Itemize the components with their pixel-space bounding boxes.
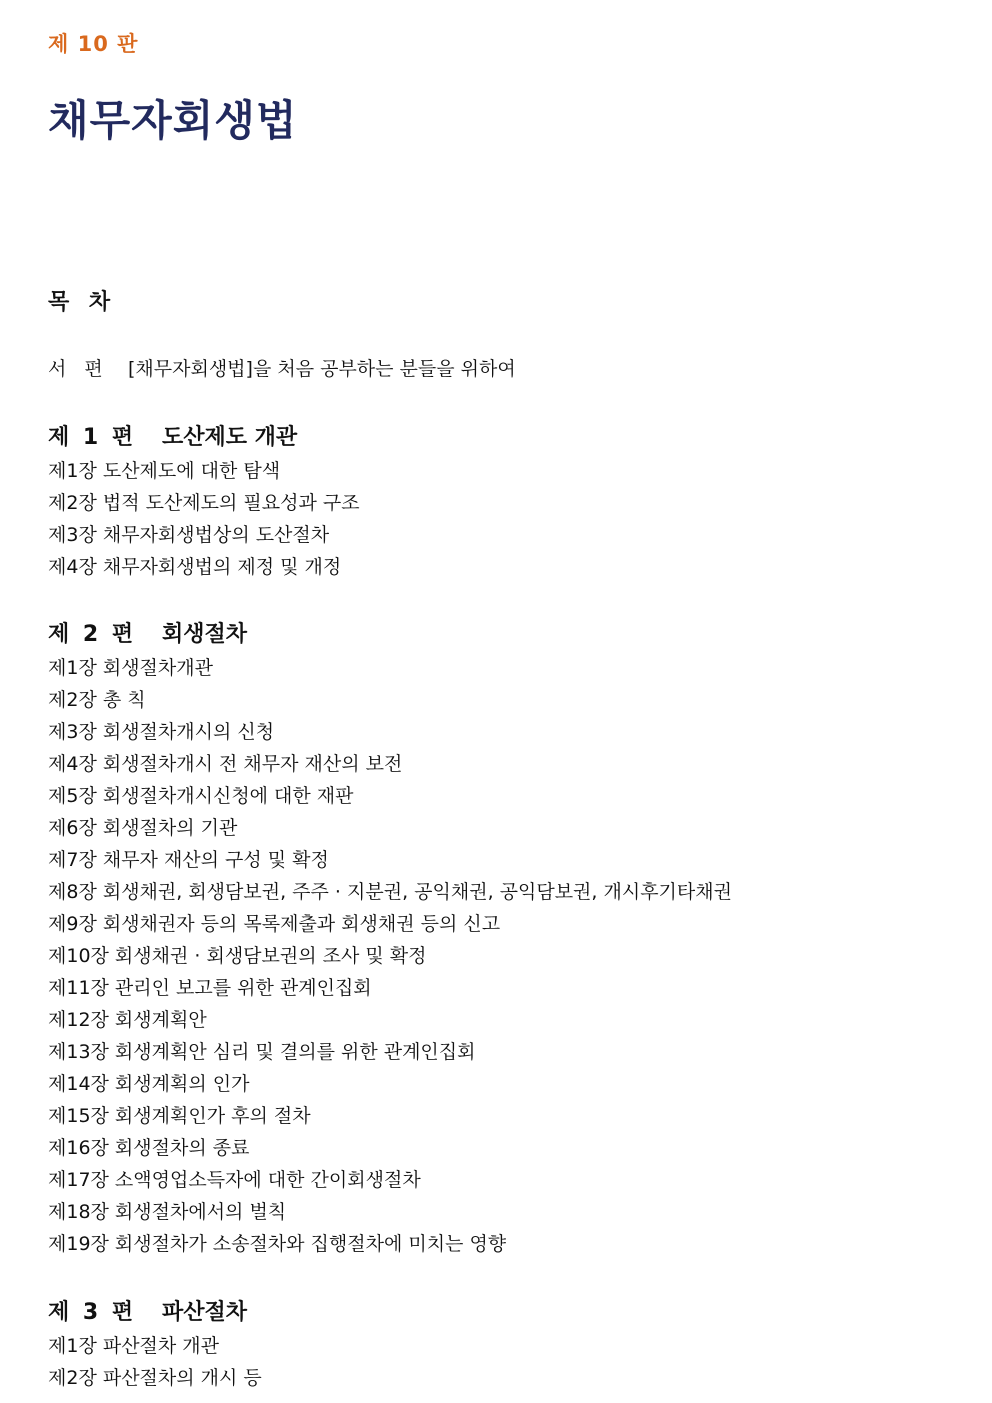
part-number: 제 1 편 — [48, 425, 137, 450]
chapter-list — [48, 652, 732, 1260]
chapter-item: 제17장 소액영업소득자에 대한 간이회생절차 — [48, 1169, 421, 1191]
document-page — [48, 0, 952, 1403]
chapter-item: 제12장 회생계획안 — [48, 1009, 207, 1031]
chapter-item: 제11장 관리인 보고를 위한 관계인집회 — [48, 977, 372, 999]
chapter-item: 제14장 회생계획의 인가 — [48, 1073, 250, 1095]
chapter-item: 제1장 도산제도에 대한 탐색 — [48, 460, 281, 482]
part-number: 제 2 편 — [48, 622, 137, 647]
part-title — [48, 618, 732, 652]
edition-label: 제 10 판 — [48, 32, 139, 56]
part-name: 회생절차 — [162, 622, 248, 647]
toc-part-3 — [48, 1296, 262, 1394]
toc-preface — [48, 354, 516, 381]
chapter-item: 제5장 회생절차개시신청에 대한 재판 — [48, 785, 354, 807]
preface-title: [채무자회생법]을 처음 공부하는 분들을 위하여 — [128, 358, 516, 380]
part-name: 도산제도 개관 — [162, 425, 298, 450]
chapter-item: 제1장 회생절차개관 — [48, 657, 213, 679]
chapter-item: 제6장 회생절차의 기관 — [48, 817, 238, 839]
preface-label: 서 편 — [48, 358, 109, 380]
chapter-item: 제4장 채무자회생법의 제정 및 개정 — [48, 556, 342, 578]
part-name: 파산절차 — [162, 1300, 248, 1325]
chapter-item: 제10장 회생채권 · 회생담보권의 조사 및 확정 — [48, 945, 427, 967]
part-number: 제 3 편 — [48, 1300, 137, 1325]
toc-part-2 — [48, 618, 732, 1260]
chapter-item: 제1장 파산절차 개관 — [48, 1335, 219, 1357]
chapter-item: 제7장 채무자 재산의 구성 및 확정 — [48, 849, 329, 871]
book-title: 채무자회생법 — [48, 96, 298, 145]
chapter-list — [48, 455, 360, 583]
chapter-item: 제8장 회생채권, 회생담보권, 주주 · 지분권, 공익채권, 공익담보권, 개시후기타채권 — [48, 881, 732, 903]
chapter-item: 제3장 회생절차개시의 신청 — [48, 721, 275, 743]
chapter-item: 제15장 회생계획인가 후의 절차 — [48, 1105, 311, 1127]
part-title — [48, 1296, 262, 1330]
chapter-item: 제18장 회생절차에서의 벌칙 — [48, 1201, 287, 1223]
chapter-item: 제3장 채무자회생법상의 도산절차 — [48, 524, 330, 546]
chapter-item: 제9장 회생채권자 등의 목록제출과 회생채권 등의 신고 — [48, 913, 501, 935]
toc-part-1 — [48, 421, 360, 583]
part-title — [48, 421, 360, 455]
chapter-item: 제13장 회생계획안 심리 및 결의를 위한 관계인집회 — [48, 1041, 476, 1063]
chapter-item: 제19장 회생절차가 소송절차와 집행절차에 미치는 영향 — [48, 1233, 507, 1255]
toc-heading: 목 차 — [48, 290, 117, 315]
chapter-item: 제2장 법적 도산제도의 필요성과 구조 — [48, 492, 360, 514]
chapter-item: 제2장 총 칙 — [48, 689, 146, 711]
chapter-item: 제4장 회생절차개시 전 채무자 재산의 보전 — [48, 753, 403, 775]
chapter-list — [48, 1330, 262, 1394]
chapter-item: 제2장 파산절차의 개시 등 — [48, 1367, 262, 1389]
chapter-item: 제16장 회생절차의 종료 — [48, 1137, 250, 1159]
